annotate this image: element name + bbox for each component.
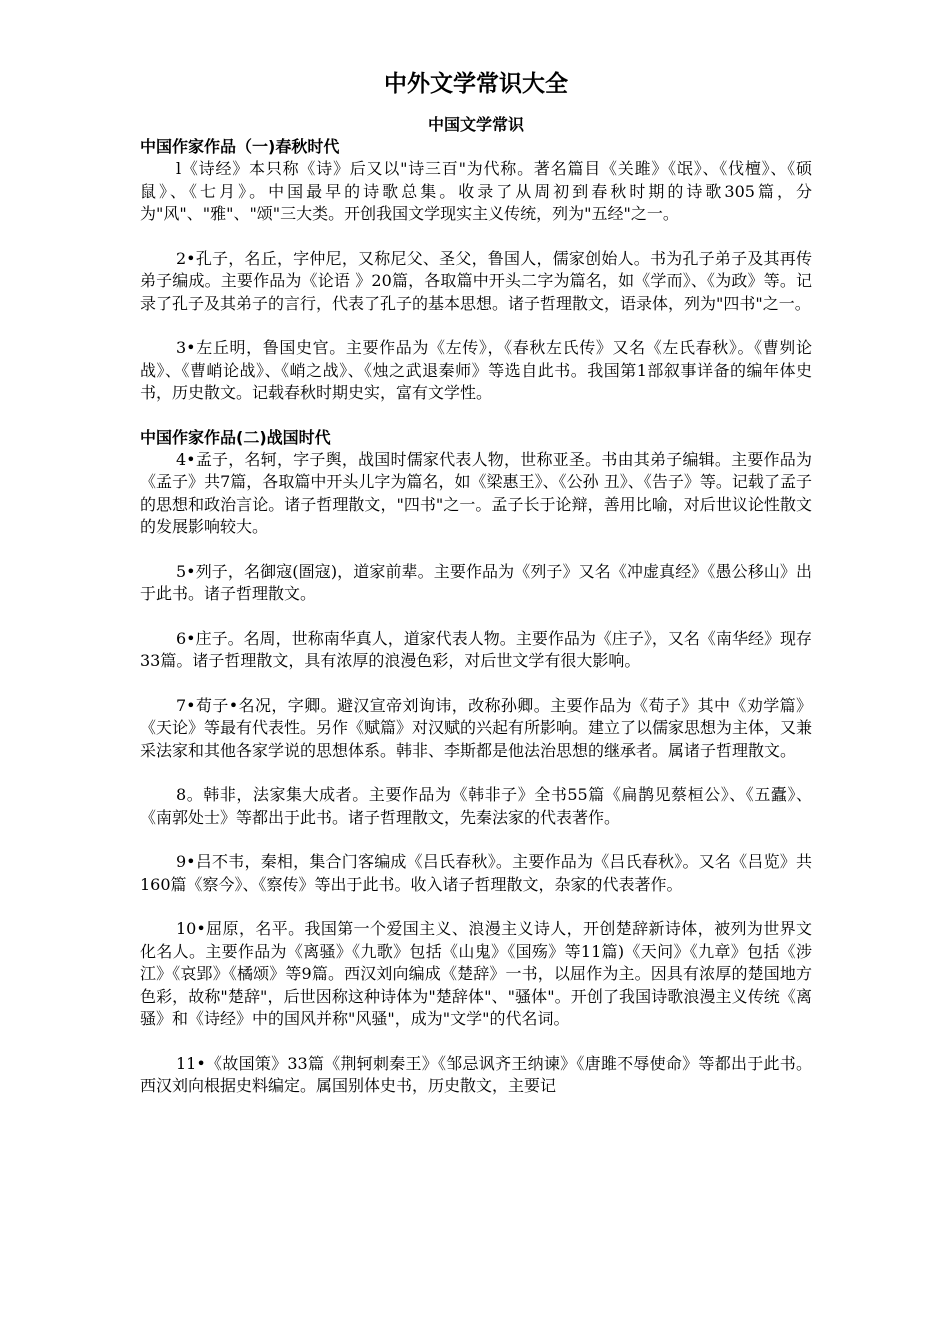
era-heading: 中国作家作品（一)春秋时代 xyxy=(140,137,340,156)
entry-zhanguoce: 11•《故国策》33篇《荆轲刺秦王》《邹忌讽齐王纳谏》《唐雎不辱使命》等都出于此书。西汉刘向根据史料编定。属国别体史书，历史散文，主要记 xyxy=(140,1053,812,1095)
era-heading: 中国作家作品(二)战国时代 xyxy=(140,427,331,447)
entry-mencius: 4•孟子，名轲，字子舆，战国时儒家代表人物，世称亚圣。书由其弟子编辑。主要作品为《孟子》共7篇，各取篇中开头儿字为篇名，如《梁惠王》、《公孙 丑》、《告子》等。记载了孟子的思想和政治言论。诸子哲理散文，"四书"之一。孟子长于论辩，善用比喻，对后世议论性散文的发展影响较大。 xyxy=(140,449,812,536)
entry-lubuwei: 9•吕不韦，秦相，集合门客编成《吕氏春秋》。主要作品为《吕氏春秋》。又名《吕览》共160篇《察今》、《察传》等出于此书。收入诸子哲理散文，杂家的代表著作。 xyxy=(140,852,812,894)
entry-quyuan: 10•屈原，名平。我国第一个爱国主义、浪漫主义诗人，开创楚辞新诗体，被列为世界文化名人。主要作品为《离骚》《九歌》包括《山鬼》《国殇》等11篇)《天问》《九章》包括《涉江》《哀郢》《橘颂》等9篇。西汉刘向编成《楚辞》一书，以屈作为主。因具有浓厚的楚国地方色彩，故称"楚辞"，后世因称这种诗体为"楚辞体"、"骚体"。开创了我国诗歌浪漫主义传统《离骚》和《诗经》中的国风并称"风骚"，成为"文学"的代名词。 xyxy=(140,919,812,1028)
group-spring-autumn xyxy=(140,136,812,405)
entry-liezi: 5•列子，名御寇(圄寇)，道家前辈。主要作品为《列子》又名《冲虚真经》《愚公移山》出于此书。诸子哲理散文。 xyxy=(140,561,812,603)
entry-zuoqiuming: 3•左丘明，鲁国史官。主要作品为《左传》，《春秋左氏传》又名《左氏春秋》。《曹刿论战》、《曹峭论战》、《峭之战》、《烛之武退秦师》等选自此书。我国第1部叙事详备的编年体史书，历史散文。记载春秋时期史实，富有文学性。 xyxy=(140,338,812,402)
entry-zhuangzi: 6•庄子。名周，世称南华真人，道家代表人物。主要作品为《庄子》，又名《南华经》现存33篇。诸子哲理散文，具有浓厚的浪漫色彩，对后世文学有很大影响。 xyxy=(140,628,812,670)
entry-confucius: 2•孔子，名丘，字仲尼，又称尼父、圣父，鲁国人，儒家创始人。书为孔子弟子及其再传弟子编成。主要作品为《论语 》20篇，各取篇中开头二字为篇名，如《学而》、《为政》等。记录了孔子及其弟子的言行，代表了孔子的基本思想。诸子哲理散文，语录体，列为"四书"之一。 xyxy=(140,248,812,313)
entry-hanfei: 8。韩非，法家集大成者。主要作品为《韩非子》全书55篇《扁鹊见蔡桓公》、《五蠹》、《南郭处士》等都出于此书。诸子哲理散文，先秦法家的代表著作。 xyxy=(140,785,812,827)
entry-xunzi: 7•荀子•名况，字卿。避汉宣帝刘询讳，改称孙卿。主要作品为《荀子》其中《劝学篇》《天论》等最有代表性。另作《赋篇》对汉赋的兴起有所影响。建立了以儒家思想为主体，又兼采法家和其他各家学说的思想体系。韩非、李斯都是他法治思想的继承者。属诸子哲理散文。 xyxy=(140,695,813,760)
document-title: 中外文学常识大全 xyxy=(384,71,568,97)
section-title: 中国文学常识 xyxy=(427,115,524,134)
document-page xyxy=(140,64,812,1120)
group-warring-states xyxy=(140,427,812,1098)
entry-shijing: l《诗经》本只称《诗》后又以"诗三百"为代称。著名篇目《关雎》《氓》、《伐檀》、《硕鼠》、《七月》。中国最早的诗歌总集。收录了从周初到春秋时期的诗歌305篇，分为"风"、"雅"、"颂"三大类。开创我国文学现实主义传统，列为"五经"之一。 xyxy=(140,159,812,223)
